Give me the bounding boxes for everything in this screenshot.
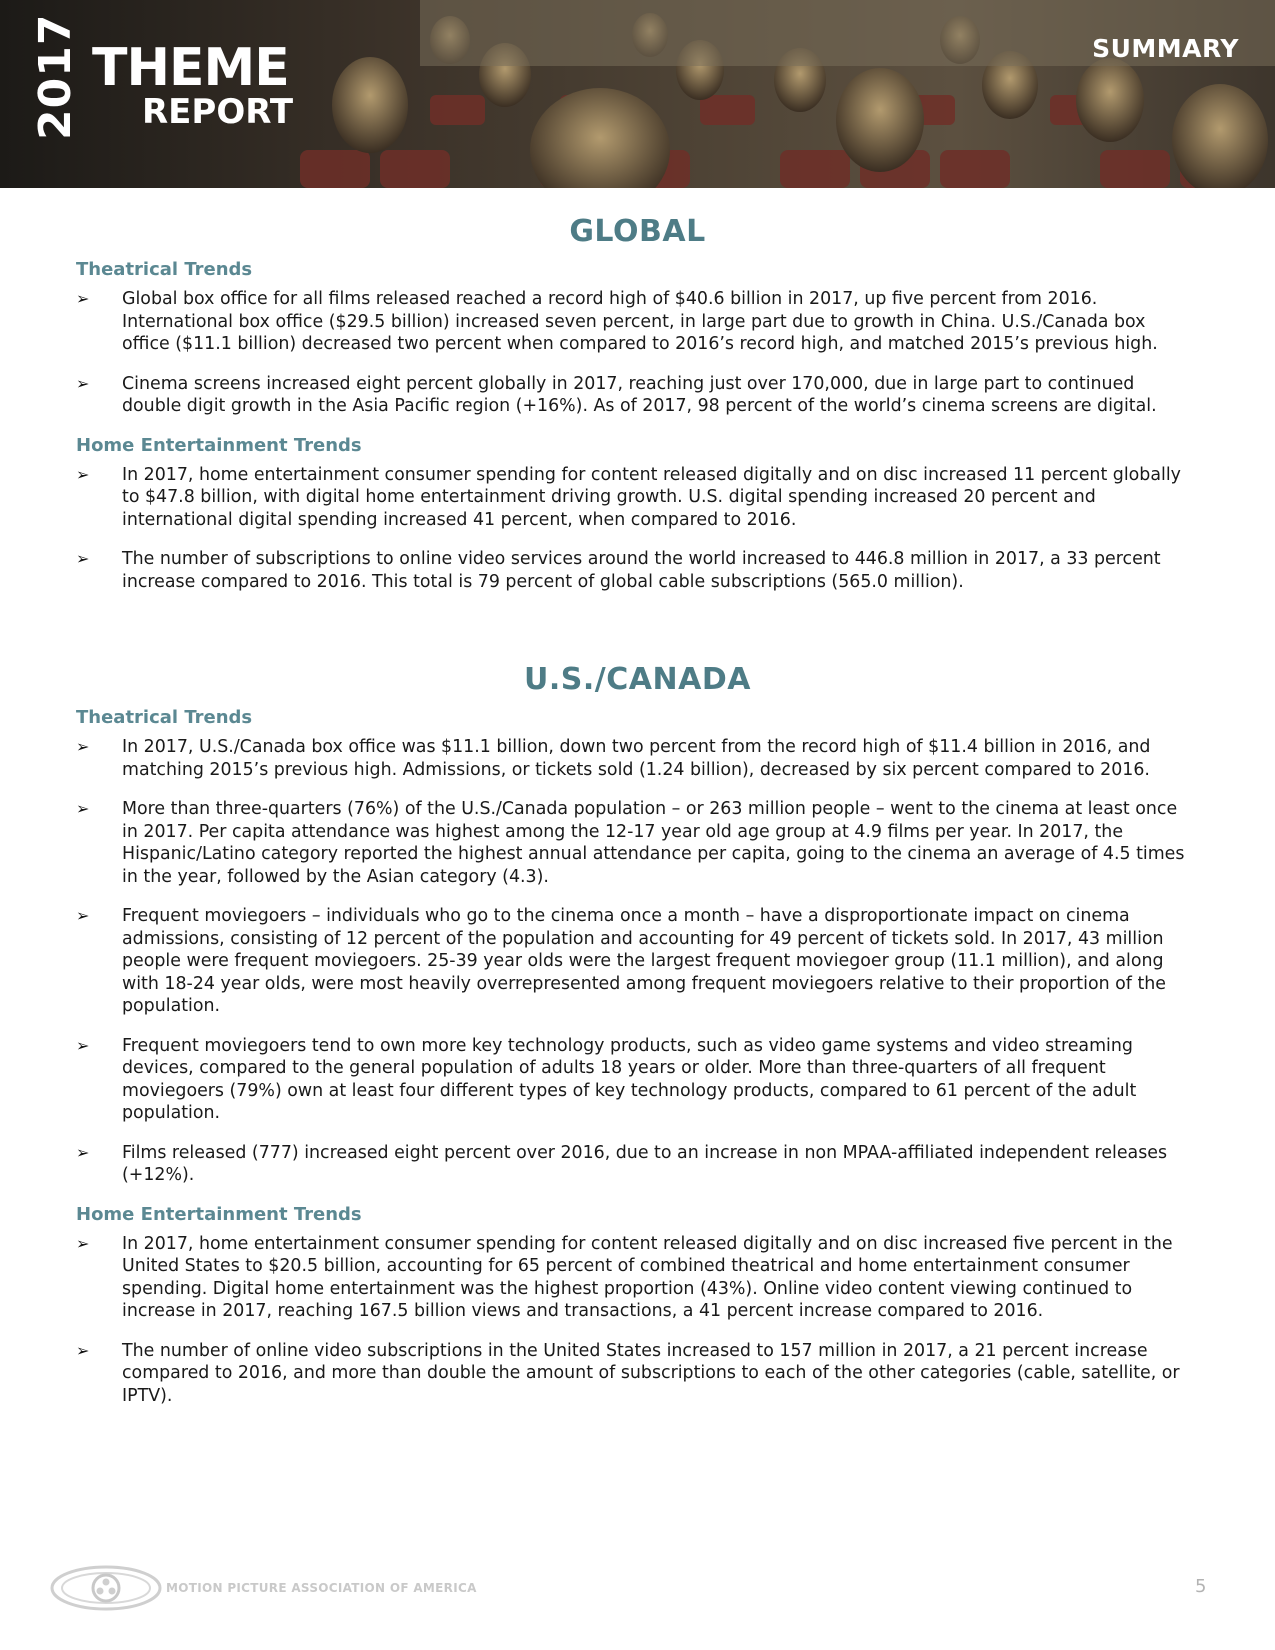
page-number: 5 (1195, 1576, 1207, 1597)
mpaa-reel-logo-icon (50, 1565, 162, 1611)
list-item: ➢ Global box office for all films released reached a record high of $40.6 billion in 2017, up five percent from 2016. International box office ($29.5 billion) increased seven percent, in large part due to growth in China. U.S./Canada box office ($11.1 billion) decreased two percent when compared to 2016’s record high, and matched 2015’s previous high. (76, 289, 1158, 354)
list-item: ➢ In 2017, home entertainment consumer spending for content released digitally and on disc increased five percent in the United States to $20.5 billion, accounting for 65 percent of combined theatrical and home entertainment consumer spending. Digital home entertainment was the highest proportion (43%). Online video content viewing continued to increase in 2017, reaching 167.5 billion views and transactions, a 41 percent increase compared to 2016. (76, 1233, 1173, 1321)
section-label-summary: SUMMARY (1092, 34, 1239, 63)
arrowhead-bullet-icon: ➢ (76, 1340, 90, 1360)
us-canada-section-title: U.S./CANADA (524, 662, 751, 697)
list-item: ➢ In 2017, home entertainment consumer spending for content released digitally and on disc increased 11 percent globally to $47.8 billion, with digital home entertainment driving growth. U.S. digital spending increased 20 percent and international digital spending increased 41 percent, when compared to 2016. (76, 464, 1181, 530)
report-year: 2017 (30, 13, 81, 140)
global-theatrical-list (0, 288, 1275, 418)
arrowhead-bullet-icon: ➢ (76, 464, 90, 484)
global-section-title: GLOBAL (569, 214, 706, 249)
arrowhead-bullet-icon: ➢ (76, 906, 90, 925)
list-item: ➢ Films released (777) increased eight percent over 2016, due to an increase in non MPAA-affiliated independent releases (+12%). (76, 1142, 1168, 1185)
arrowhead-bullet-icon: ➢ (76, 373, 90, 393)
us-home-list (0, 1233, 1275, 1408)
arrowhead-bullet-icon: ➢ (76, 799, 90, 818)
list-item: ➢ The number of subscriptions to online video services around the world increased to 446.8 million in 2017, a 33 percent increase compared to 2016. This total is 79 percent of global cable subscriptions (565.0 million). (76, 549, 1161, 592)
us-theatrical-heading: Theatrical Trends (76, 707, 253, 728)
arrowhead-bullet-icon: ➢ (76, 549, 90, 568)
footer-organization: MOTION PICTURE ASSOCIATION OF AMERICA (166, 1581, 477, 1595)
global-home-list (0, 464, 1275, 594)
us-theatrical-list (0, 736, 1275, 1187)
global-theatrical-heading: Theatrical Trends (76, 259, 253, 280)
arrowhead-bullet-icon: ➢ (76, 1035, 90, 1055)
arrowhead-bullet-icon: ➢ (76, 289, 90, 308)
main-content (0, 200, 1275, 1424)
global-home-heading: Home Entertainment Trends (76, 434, 362, 456)
arrowhead-bullet-icon: ➢ (76, 1233, 90, 1253)
list-item: ➢ The number of online video subscriptions in the United States increased to 157 million in 2017, a 21 percent increase compared to 2016, and more than double the amount of subscriptions to each of the other categories (cable, satellite, or IPTV). (76, 1340, 1180, 1406)
list-item: ➢ Cinema screens increased eight percent globally in 2017, reaching just over 170,000, due in large part to continued double digit growth in the Asia Pacific region (+16%). As of 2017, 98 percent of the world’s cinema screens are digital. (76, 373, 1157, 416)
list-item: ➢ Frequent moviegoers tend to own more key technology products, such as video game systems and video streaming devices, compared to the general population of adults 18 years or older. More than three-quarters of all frequent moviegoers (79%) own at least four different types of key technology products, compared to 61 percent of the adult population. (76, 1035, 1137, 1123)
report-title-report: REPORT (142, 92, 294, 132)
header-banner (0, 0, 1275, 188)
arrowhead-bullet-icon: ➢ (76, 737, 90, 756)
list-item: ➢ More than three-quarters (76%) of the U.S./Canada population – or 263 million people – went to the cinema at least once in 2017. Per capita attendance was highest among the 12-17 year old age group at 4.9 films per year. In 2017, the Hispanic/Latino category reported the highest annual attendance per capita, going to the cinema an average of 4.5 times in the year, followed by the Asian category (4.3). (76, 799, 1185, 887)
list-item: ➢ In 2017, U.S./Canada box office was $11.1 billion, down two percent from the record high of $11.4 billion in 2016, and matching 2015’s previous high. Admissions, or tickets sold (1.24 billion), decreased by six percent compared to 2016. (76, 737, 1151, 780)
arrowhead-bullet-icon: ➢ (76, 1142, 90, 1162)
us-home-heading: Home Entertainment Trends (76, 1203, 362, 1225)
report-title-theme: THEME (92, 38, 289, 98)
list-item: ➢ Frequent moviegoers – individuals who go to the cinema once a month – have a disproportionate impact on cinema admissions, consisting of 12 percent of the population and accounting for 49 percent of tickets sold. In 2017, 43 million people were frequent moviegoers. 25-39 year olds were the largest frequent moviegoer group (11.1 million), and along with 18-24 year olds, were most heavily overrepresented among frequent moviegoers relative to their proportion of the population. (76, 906, 1166, 1016)
